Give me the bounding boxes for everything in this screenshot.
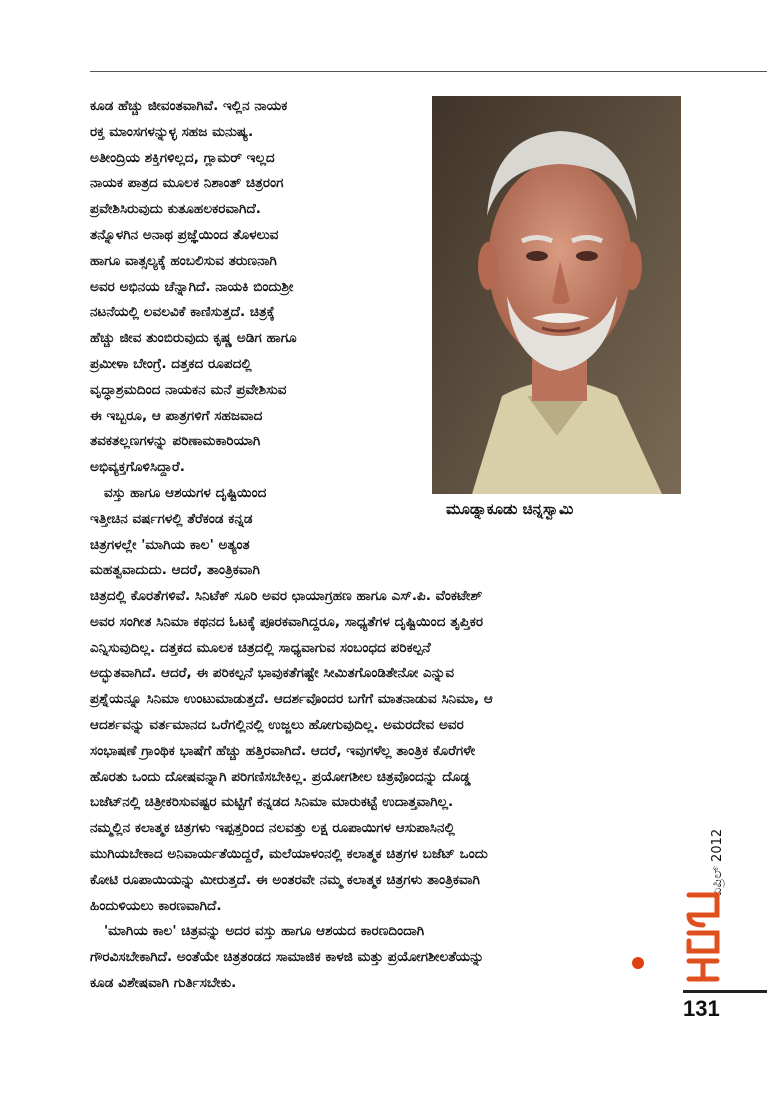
text-line: ನಾಯಕ ಪಾತ್ರದ ಮೂಲಕ ನಿಶಾಂತ್ ಚಿತ್ರರಂಗ <box>90 175 284 192</box>
text-line: ಮುಗಿಯಬೇಕಾದ ಅನಿವಾರ್ಯತೆಯಿದ್ದರೆ, ಮಲೆಯಾಳಂನಲ್ಲಿ ಕಲಾತ್ಮಕ ಚಿತ್ರಗಳ ಬಜೆಟ್ ಒಂದು <box>90 845 488 862</box>
text-line: ಅವರ ಸಂಗೀತ ಸಿನಿಮಾ ಕಥನದ ಓಟಕ್ಕೆ ಪೂರಕವಾಗಿದ್ದರೂ, ಸಾಧ್ಯತೆಗಳ ದೃಷ್ಟಿಯಿಂದ ತೃಪ್ತಿಕರ <box>90 613 484 630</box>
text-line: ಸಂಭಾಷಣೆ ಗ್ರಾಂಥಿಕ ಭಾಷೆಗೆ ಹೆಚ್ಚು ಹತ್ತಿರವಾಗಿದೆ. ಆದರೆ, ಇವುಗಳೆಲ್ಲ ತಾಂತ್ರಿಕ ಕೊರೆಗಳೇ <box>90 742 476 759</box>
article-column-text <box>90 94 420 584</box>
text-line: ನಮ್ಮಲ್ಲಿನ ಕಲಾತ್ಮಕ ಚಿತ್ರಗಳು ಇಪ್ಪತ್ತರಿಂದ ನಲವತ್ತು ಲಕ್ಷ ರೂಪಾಯಿಗಳ ಆಸುಪಾಸಿನಲ್ಲಿ <box>90 820 455 837</box>
text-line: ಅದ್ಭುತವಾಗಿದೆ. ಆದರೆ, ಈ ಪರಿಕಲ್ಪನೆ ಭಾವುಕತೆಗಷ್ಟೇ ಸೀಮಿತಗೊಂಡಿತೇನೋ ಎನ್ನುವ <box>90 665 455 682</box>
text-line: ಅಭಿವ್ಯಕ್ತಗೊಳಿಸಿದ್ದಾರೆ. <box>90 459 185 476</box>
text-line: ಹೆಚ್ಚು ಜೀವ ತುಂಬಿರುವುದು ಕೃಷ್ಣ ಅಡಿಗ ಹಾಗೂ <box>90 330 297 347</box>
accent-dot <box>632 957 644 969</box>
text-line: ಈ ಇಬ್ಬರೂ, ಆ ಪಾತ್ರಗಳಿಗೆ ಸಹಜವಾದ <box>90 407 263 424</box>
text-line: ಎನ್ನಿಸುವುದಿಲ್ಲ. ದತ್ತಕದ ಮೂಲಕ ಚಿತ್ರದಲ್ಲಿ ಸಾಧ್ಯವಾಗುವ ಸಂಬಂಧದ ಪರಿಕಲ್ಪನೆ <box>90 639 431 656</box>
text-line: ಪ್ರವೇಶಿಸಿರುವುದು ಕುತೂಹಲಕರವಾಗಿದೆ. <box>90 201 261 218</box>
magazine-logo <box>683 885 723 985</box>
portrait-photo <box>432 96 681 494</box>
text-line: ಅತೀಂದ್ರಿಯ ಶಕ್ತಿಗಳಿಲ್ಲದ, ಗ್ಲಾಮರ್ ಇಲ್ಲದ <box>90 149 275 166</box>
text-line: ಕೂಡ ವಿಶೇಷವಾಗಿ ಗುರ್ತಿಸಬೇಕು. <box>90 974 237 991</box>
photo-caption: ಮೂಡ್ನಾಕೂಡು ಚಿನ್ನಸ್ವಾಮಿ <box>446 500 574 518</box>
text-line: ಪ್ರಶ್ನೆಯನ್ನೂ ಸಿನಿಮಾ ಉಂಟುಮಾಡುತ್ತದೆ. ಆದರ್ಶವೊಂದರ ಬಗೆಗೆ ಮಾತನಾಡುವ ಸಿನಿಮಾ, ಆ <box>90 691 493 708</box>
text-line: ಇತ್ತೀಚಿನ ವರ್ಷಗಳಲ್ಲಿ ತೆರೆಕಂಡ ಕನ್ನಡ <box>90 510 253 527</box>
text-line: ಚಿತ್ರಗಳಲ್ಲೇ 'ಮಾಗಿಯ ಕಾಲ' ಅತ್ಯಂತ <box>90 536 250 553</box>
article-wide-text <box>90 584 680 997</box>
text-line: ಕೂಡ ಹೆಚ್ಚು ಜೀವಂತವಾಗಿವೆ. ಇಲ್ಲಿನ ನಾಯಕ <box>90 98 288 114</box>
text-line: ಹಾಗೂ ವಾತ್ಸಲ್ಯಕ್ಕೆ ಹಂಬಲಿಸುವ ತರುಣನಾಗಿ <box>90 252 277 269</box>
text-line: 'ಮಾಗಿಯ ಕಾಲ' ಚಿತ್ರವನ್ನು ಅದರ ವಸ್ತು ಹಾಗೂ ಆಶಯದ ಕಾರಣದಿಂದಾಗಿ <box>104 923 425 940</box>
text-line: ತವಕತಲ್ಲಣಗಳನ್ನು ಪರಿಣಾಮಕಾರಿಯಾಗಿ <box>90 433 261 450</box>
text-line: ಗೌರವಿಸಬೇಕಾಗಿದೆ. ಅಂತೆಯೇ ಚಿತ್ರತಂಡದ ಸಾಮಾಜಿಕ ಕಾಳಜಿ ಮತ್ತು ಪ್ರಯೋಗಶೀಲತೆಯನ್ನು <box>90 949 484 966</box>
text-line: ಚಿತ್ರದಲ್ಲಿ ಕೊರತೆಗಳಿವೆ. ಸಿನಿಟೆಕ್ ಸೂರಿ ಅವರ ಛಾಯಾಗ್ರಹಣ ಹಾಗೂ ಎಸ್.ಪಿ. ವೆಂಕಟೇಶ್ <box>90 588 483 604</box>
issue-date: ಏಪ್ರಿಲ್ 2012 <box>710 828 725 896</box>
portrait-illustration <box>432 96 681 494</box>
text-line: ಬಜೆಟ್‌ನಲ್ಲಿ ಚಿತ್ರೀಕರಿಸುವಷ್ಟರ ಮಟ್ಟಿಗೆ ಕನ್ನಡದ ಸಿನಿಮಾ ಮಾರುಕಟ್ಟೆ ಉದಾತ್ತವಾಗಿಲ್ಲ. <box>90 794 454 811</box>
text-line: ಆದರ್ಶವನ್ನು ವರ್ತಮಾನದ ಒರೆಗಲ್ಲಿನಲ್ಲಿ ಉಜ್ಜಲು ಹೋಗುವುದಿಲ್ಲ. ಅಮರದೇವ ಅವರ <box>90 716 464 733</box>
text-line: ವಸ್ತು ಹಾಗೂ ಆಶಯಗಳ ದೃಷ್ಟಿಯಿಂದ <box>104 484 267 501</box>
bottom-rule <box>683 990 767 993</box>
text-line: ನಟನೆಯಲ್ಲಿ ಲವಲವಿಕೆ ಕಾಣಿಸುತ್ತದೆ. ಚಿತ್ರಕ್ಕೆ <box>90 304 275 321</box>
text-line: ಕೋಟಿ ರೂಪಾಯಿಯನ್ನು ಮೀರುತ್ತದೆ. ಈ ಅಂತರವೇ ನಮ್ಮ ಕಲಾತ್ಮಕ ಚಿತ್ರಗಳು ತಾಂತ್ರಿಕವಾಗಿ <box>90 871 480 888</box>
mayura-logo-icon <box>683 885 723 985</box>
page-number: 131 <box>683 996 720 1021</box>
text-line: ತನ್ನೊಳಗಿನ ಅನಾಥ ಪ್ರಜ್ಞೆಯಿಂದ ತೊಳಲುವ <box>90 226 279 243</box>
text-line: ಅವರ ಅಭಿನಯ ಚೆನ್ನಾಗಿದೆ. ನಾಯಕಿ ಬಿಂದುಶ್ರೀ <box>90 278 294 295</box>
text-line: ರಕ್ತ ಮಾಂಸಗಳನ್ನುಳ್ಳ ಸಹಜ ಮನುಷ್ಯ. <box>90 123 254 140</box>
text-line: ಪ್ರಮೀಳಾ ಬೇಂಗ್ರೆ. ದತ್ತಕದ ರೂಪದಲ್ಲಿ <box>90 355 252 372</box>
text-line: ಹೊರತು ಒಂದು ದೋಷವನ್ನಾಗಿ ಪರಿಗಣಿಸಬೇಕಿಲ್ಲ. ಪ್ರಯೋಗಶೀಲ ಚಿತ್ರವೊಂದನ್ನು ದೊಡ್ಡ <box>90 768 471 785</box>
top-rule <box>90 71 767 72</box>
text-line: ಮಹತ್ವವಾದುದು. ಆದರೆ, ತಾಂತ್ರಿಕವಾಗಿ <box>90 562 260 579</box>
text-line: ವೃದ್ಧಾಶ್ರಮದಿಂದ ನಾಯಕನ ಮನೆ ಪ್ರವೇಶಿಸುವ <box>90 381 287 398</box>
text-line: ಹಿಂದುಳಿಯಲು ಕಾರಣವಾಗಿದೆ. <box>90 897 222 914</box>
